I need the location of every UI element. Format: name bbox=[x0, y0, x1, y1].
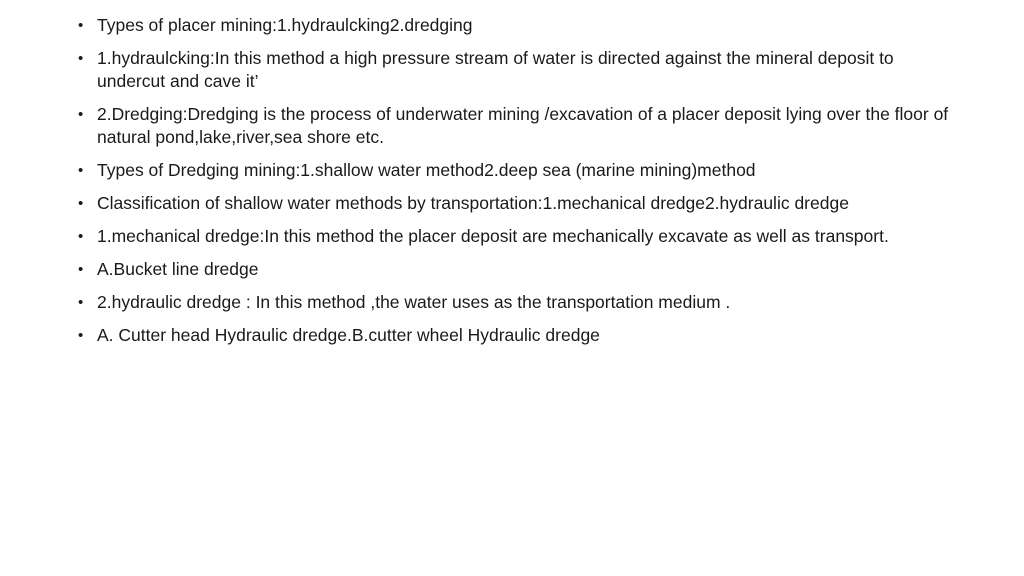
bullet-item bbox=[76, 192, 956, 215]
bullet-text: Classification of shallow water methods by transportation:1.mechanical dredge2.hydraulic dredge bbox=[97, 193, 849, 213]
bullet-item bbox=[76, 14, 956, 37]
bullet-item bbox=[76, 324, 956, 347]
bullet-marker: • bbox=[78, 106, 84, 123]
bullet-marker: • bbox=[78, 17, 84, 34]
bullet-marker: • bbox=[78, 50, 84, 67]
bullet-item bbox=[76, 159, 956, 182]
bullet-marker: • bbox=[78, 261, 84, 278]
bullet-marker: • bbox=[78, 162, 84, 179]
bullet-text: 2.Dredging:Dredging is the process of underwater mining /excavation of a placer deposit lying over the floor of natural pond,lake,river,sea shore etc. bbox=[97, 104, 949, 147]
bullet-text: 1.hydraulcking:In this method a high pressure stream of water is directed against the mineral deposit to undercut and cave it’ bbox=[97, 48, 894, 91]
bullet-item bbox=[76, 47, 956, 93]
bullet-list bbox=[76, 14, 956, 357]
bullet-text: Types of placer mining:1.hydraulcking2.dredging bbox=[97, 15, 473, 35]
bullet-marker: • bbox=[78, 294, 84, 311]
bullet-text: A.Bucket line dredge bbox=[97, 259, 259, 279]
bullet-marker: • bbox=[78, 195, 84, 212]
bullet-item bbox=[76, 103, 956, 149]
bullet-item bbox=[76, 291, 956, 314]
bullet-text: A. Cutter head Hydraulic dredge.B.cutter wheel Hydraulic dredge bbox=[97, 325, 600, 345]
bullet-item bbox=[76, 225, 956, 248]
bullet-text: 1.mechanical dredge:In this method the placer deposit are mechanically excavate as well as transport. bbox=[97, 226, 889, 246]
bullet-item bbox=[76, 258, 956, 281]
bullet-text: 2.hydraulic dredge : In this method ,the water uses as the transportation medium . bbox=[97, 292, 731, 312]
bullet-text: Types of Dredging mining:1.shallow water method2.deep sea (marine mining)method bbox=[97, 160, 756, 180]
bullet-marker: • bbox=[78, 228, 84, 245]
bullet-marker: • bbox=[78, 327, 84, 344]
